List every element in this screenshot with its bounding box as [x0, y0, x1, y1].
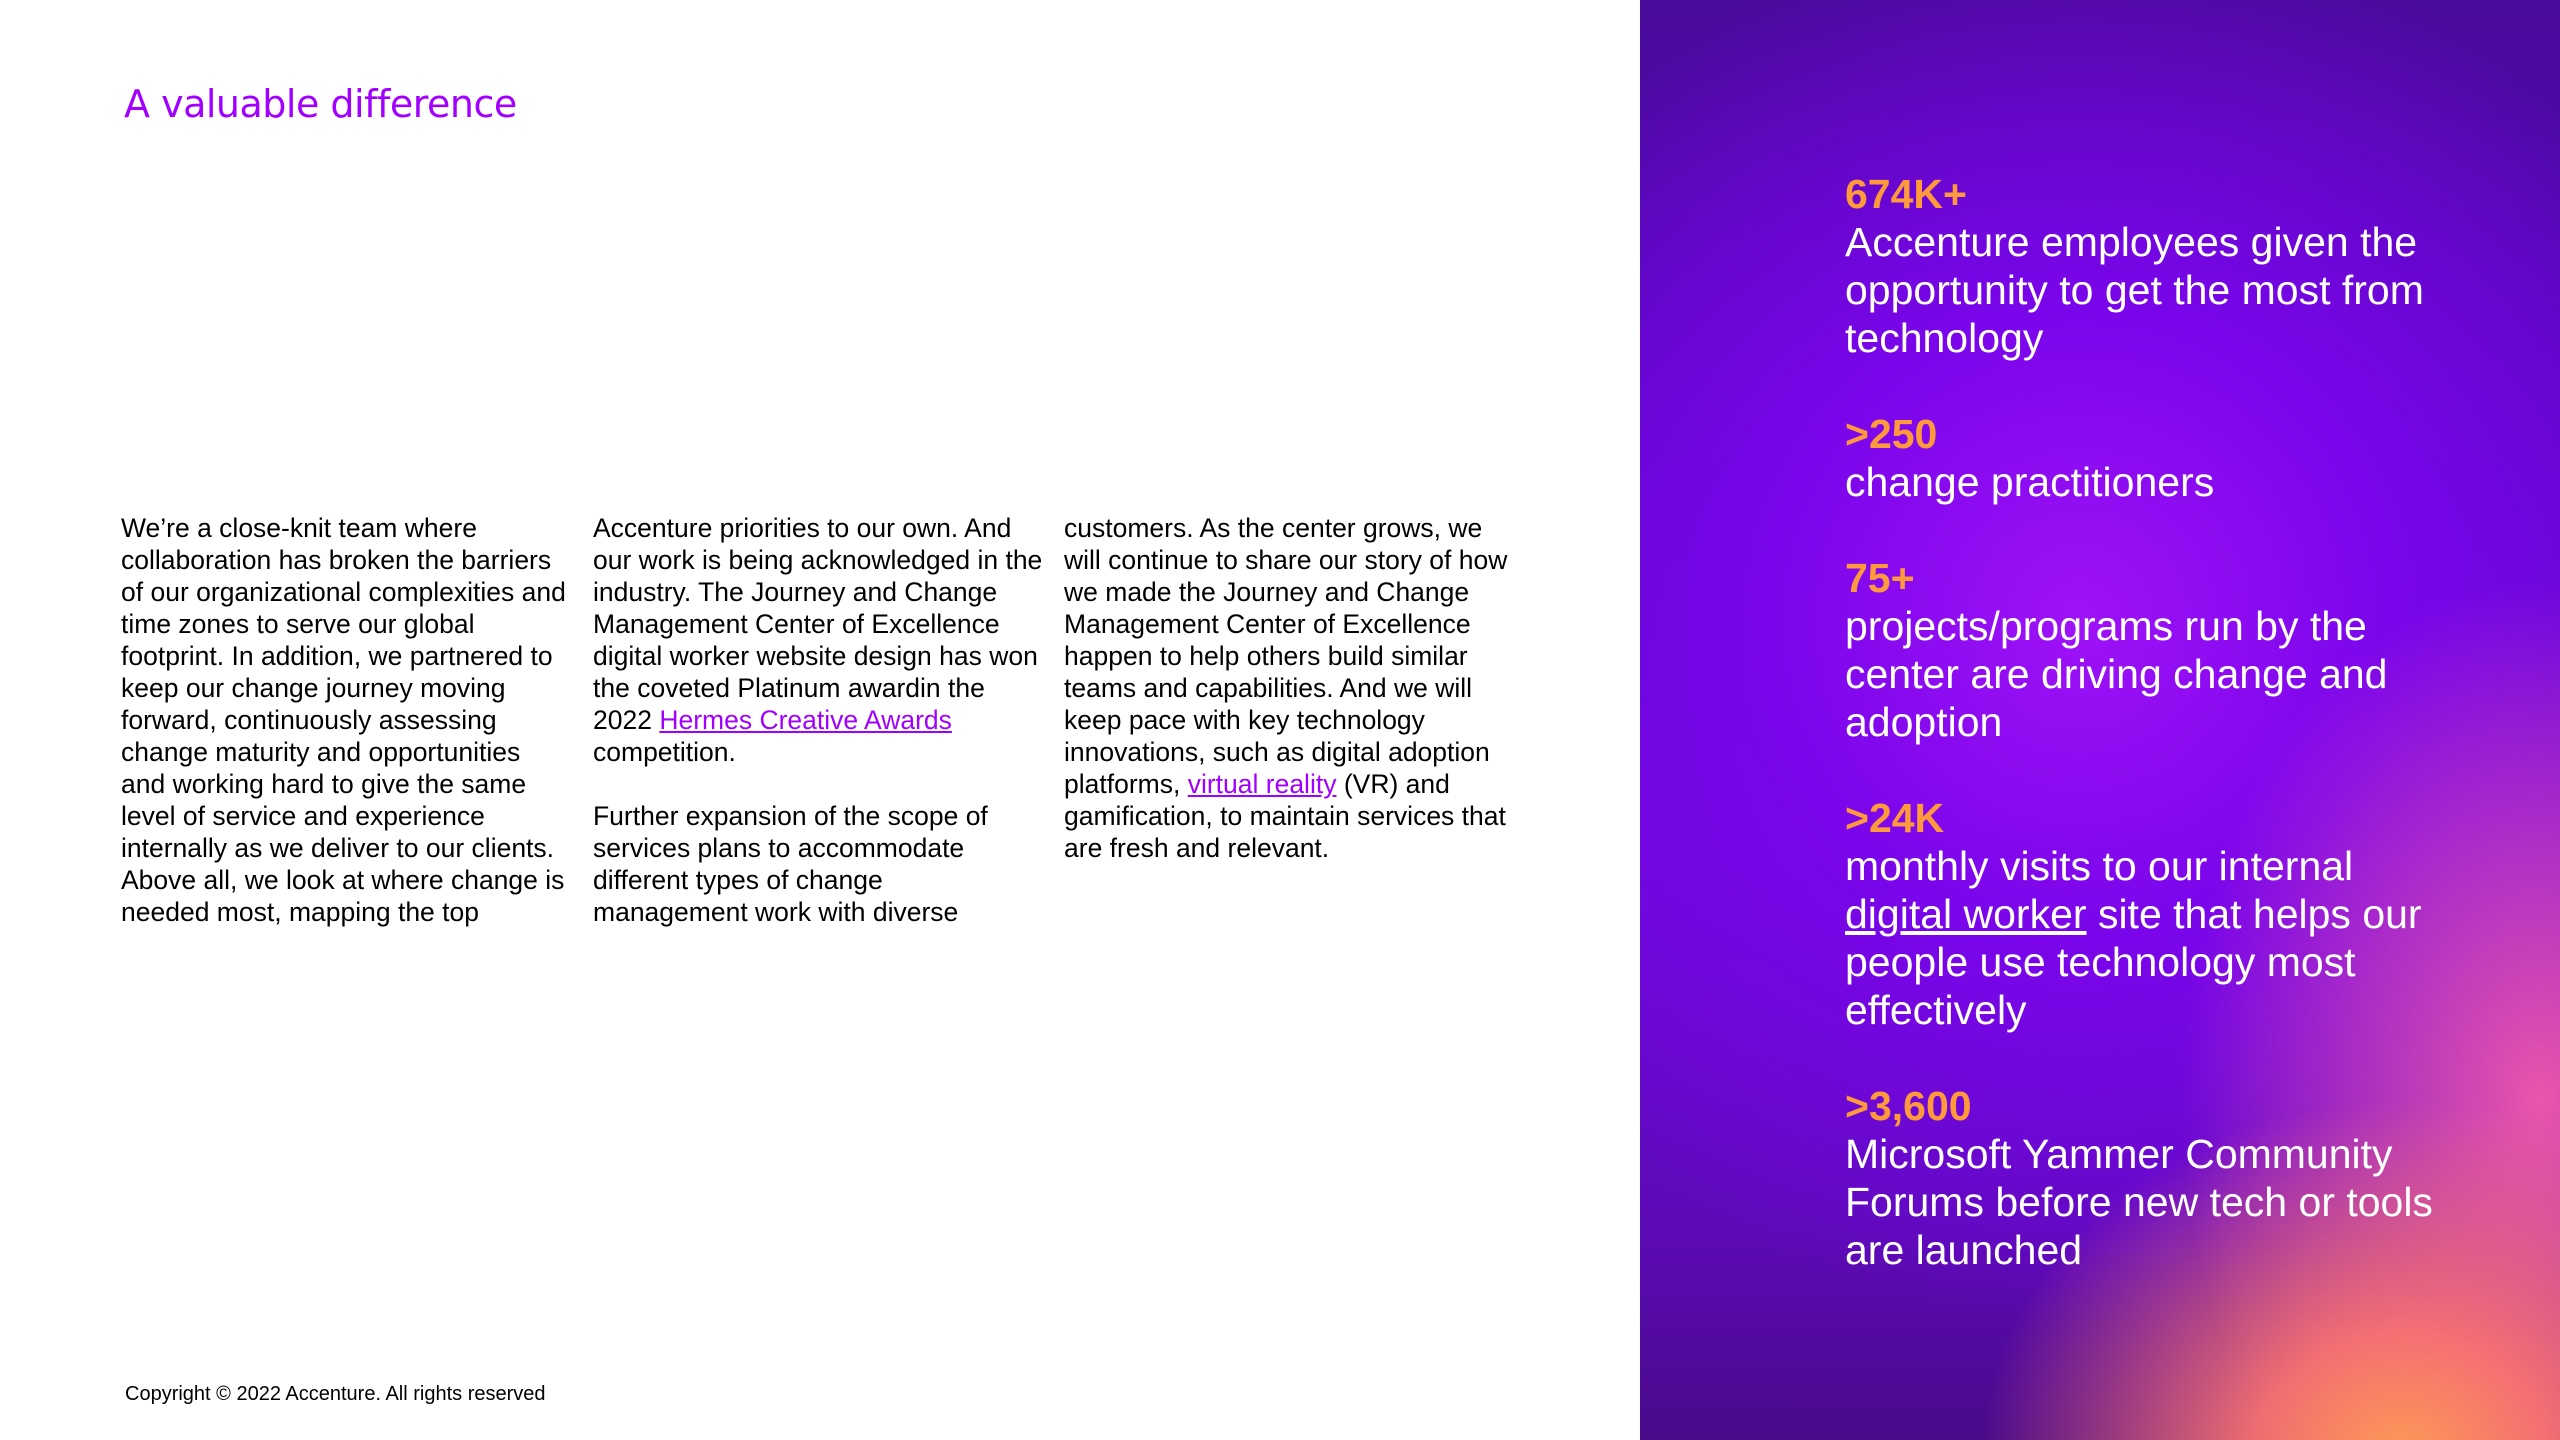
- column-2-paragraph-1: [593, 512, 1043, 768]
- column-3: [1064, 512, 1524, 864]
- stat-visits: [1845, 794, 2465, 1034]
- column-2-text-after: competition.: [593, 737, 736, 767]
- column-2-text-before: Accenture priorities to our own. And our work is being acknowledged in the industry. The Journey and Change Management Center of Excellence digital worker website design has won the coveted Platinum awardin the 2022: [593, 513, 1043, 735]
- stat-practitioners: [1845, 410, 2465, 506]
- page-title: A valuable difference: [124, 82, 517, 126]
- column-3-text-before: customers. As the center grows, we will continue to share our story of how we made the Journey and Change Management Center of Excellence happen to help others build similar teams and capabilities. And we will keep pace with key technology innovations, such as digital adoption platforms,: [1064, 513, 1508, 799]
- column-2-paragraph-2: Further expansion of the scope of services plans to accommodate different types of change management work with diverse: [593, 801, 988, 927]
- stat-yammer-number: >3,600: [1845, 1083, 1972, 1129]
- stat-yammer-text: Microsoft Yammer Community Forums before new tech or tools are launched: [1845, 1131, 2433, 1273]
- stat-employees: [1845, 170, 2465, 362]
- virtual-reality-link[interactable]: virtual reality: [1187, 769, 1337, 799]
- stat-projects-number: 75+: [1845, 555, 1915, 601]
- stats-list: [1845, 170, 2465, 1322]
- hermes-awards-link[interactable]: Hermes Creative Awards: [659, 705, 952, 735]
- stat-visits-number: >24K: [1845, 795, 1945, 841]
- column-1: [121, 512, 571, 928]
- copyright: Copyright © 2022 Accenture. All rights reserved: [125, 1383, 546, 1405]
- stat-projects-text: projects/programs run by the center are driving change and adoption: [1845, 603, 2388, 745]
- stat-practitioners-text: change practitioners: [1845, 459, 2215, 505]
- column-3-paragraph: [1064, 512, 1524, 864]
- stat-practitioners-number: >250: [1845, 411, 1938, 457]
- column-3-text-after: (VR) and gamification, to maintain services that are fresh and relevant.: [1064, 769, 1506, 863]
- stats-panel: [1640, 0, 2560, 1440]
- stat-employees-number: 674K+: [1845, 171, 1967, 217]
- stat-projects: [1845, 554, 2465, 746]
- digital-worker-link[interactable]: digital worker: [1845, 891, 2087, 937]
- column-2: [593, 512, 1043, 928]
- stat-visits-text-before: monthly visits to our internal: [1845, 843, 2354, 889]
- stat-yammer: [1845, 1082, 2465, 1274]
- column-1-text: We’re a close-knit team where collaboration has broken the barriers of our organizational complexities and time zones to serve our global footprint. In addition, we partnered to keep our change journey moving forward, continuously assessing change maturity and opportunities and working hard to give the same level of service and experience internally as we deliver to our clients. Above all, we look at where change is needed most, mapping the top: [121, 513, 566, 927]
- stat-visits-text-after: site that helps our people use technology most effectively: [1845, 891, 2422, 1033]
- stat-employees-text: Accenture employees given the opportunity to get the most from technology: [1845, 219, 2424, 361]
